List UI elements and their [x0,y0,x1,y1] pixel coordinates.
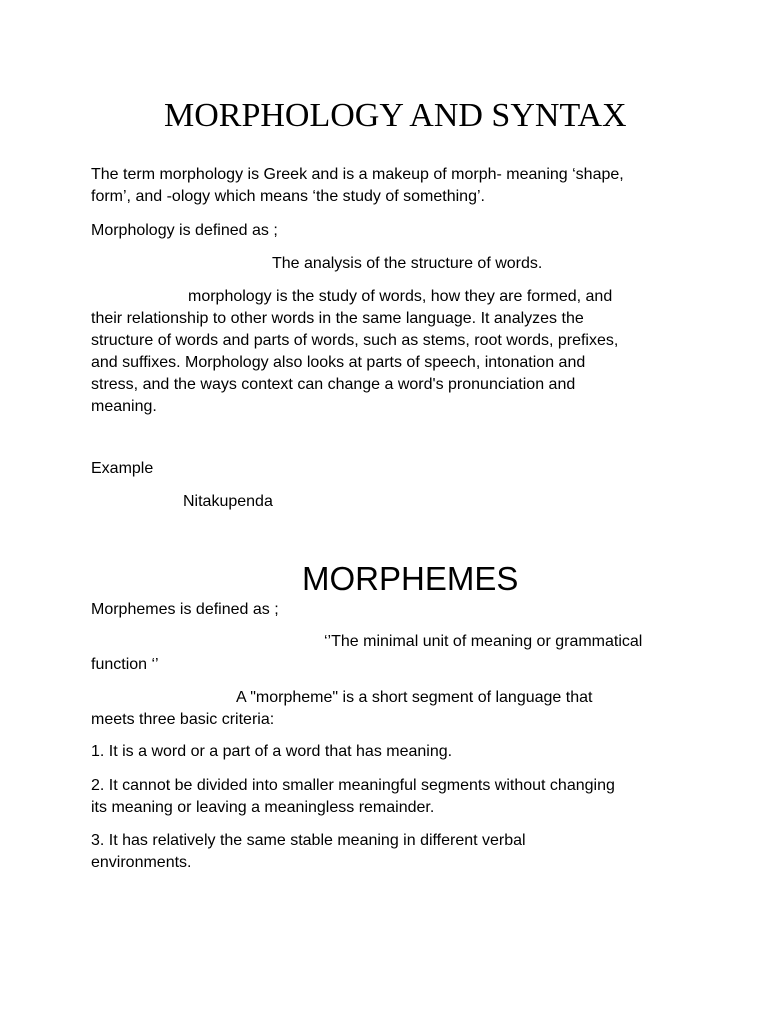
example-word: Nitakupenda [183,493,273,510]
morphology-defined-label: Morphology is defined as ; [91,222,278,239]
criterion-2-line-2: its meaning or leaving a meaningless remainder. [91,799,435,816]
paragraph-line-2: their relationship to other words in the same language. It analyzes the [91,310,584,327]
paragraph-line-3: structure of words and parts of words, such as stems, root words, prefixes, [91,332,619,349]
morphemes-quote-line-2: function ‘’ [91,656,159,673]
example-label: Example [91,460,154,477]
criterion-3-line-1: 3. It has relatively the same stable meaning in different verbal [91,832,526,849]
criterion-2-line-1: 2. It cannot be divided into smaller meaningful segments without changing [91,777,615,794]
morphemes-quote-line-1: ‘’The minimal unit of meaning or grammatical [324,633,643,650]
paragraph-line-4: and suffixes. Morphology also looks at parts of speech, intonation and [91,354,586,371]
page-title: MORPHOLOGY AND SYNTAX [164,97,627,134]
morphemes-defined-label: Morphemes is defined as ; [91,601,279,618]
criteria-intro-line-2: meets three basic criteria: [91,711,275,728]
section-heading-morphemes: MORPHEMES [302,560,519,597]
criteria-intro-line-1: A "morpheme" is a short segment of language that [236,689,593,706]
intro-line-1: The term morphology is Greek and is a makeup of morph- meaning ‘shape, [91,166,624,183]
morphology-definition: The analysis of the structure of words. [272,255,543,272]
paragraph-line-1: morphology is the study of words, how they are formed, and [188,288,613,305]
paragraph-line-5: stress, and the ways context can change a word's pronunciation and [91,376,576,393]
intro-line-2: form’, and -ology which means ‘the study of something’. [91,188,485,205]
criterion-1: 1. It is a word or a part of a word that has meaning. [91,743,453,760]
paragraph-line-6: meaning. [91,398,157,415]
criterion-3-line-2: environments. [91,854,192,871]
